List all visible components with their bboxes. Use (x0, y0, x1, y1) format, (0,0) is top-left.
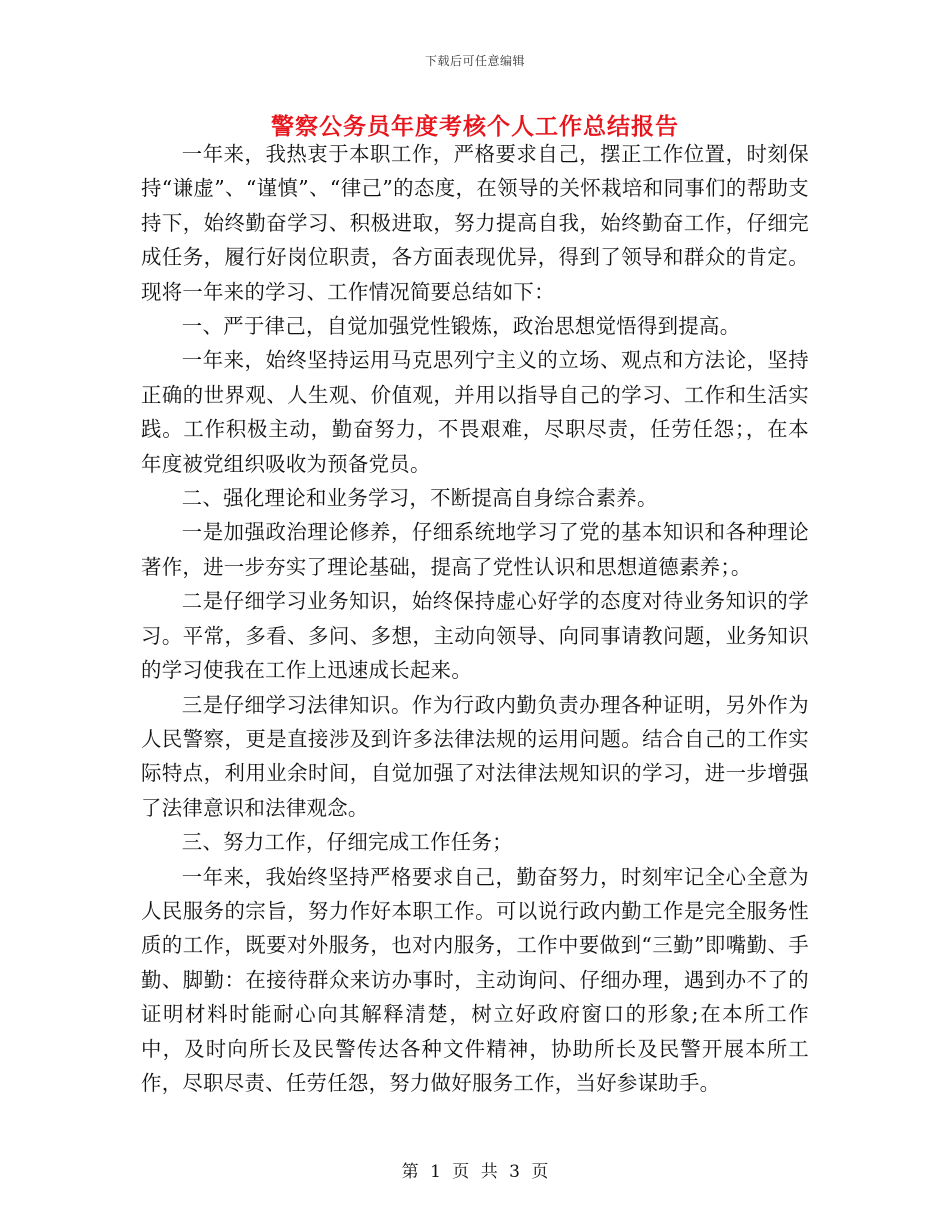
section-heading-2: 二、强化理论和业务学习，不断提高自身综合素养。 (181, 486, 658, 511)
paragraph-section-1: 一年来，始终坚持运用马克思列宁主义的立场、观点和方法论，坚持正确的世界观、人生观、价值观，并用以指导自己的学习、工作和生活实践。工作积极主动，勤奋努力，不畏艰难，尽职尽责，任劳任怨；，在本年度被党组织吸收为预备党员。 (141, 348, 809, 476)
document-body (141, 137, 809, 1100)
document-title: 警察公务员年度考核个人工作总结报告 (271, 113, 679, 140)
paragraph-theory-study: 一是加强政治理论修养，仔细系统地学习了党的基本知识和各种理论著作，进一步夯实了理论基础，提高了党性认识和思想道德素养；。 (141, 520, 809, 579)
paragraph-business-study: 二是仔细学习业务知识，始终保持虚心好学的态度对待业务知识的学习。平常，多看、多问、多想，主动向领导、向同事请教问题，业务知识的学习使我在工作上迅速成长起来。 (141, 589, 809, 683)
page-number: 第 1 页 共 3 页 (401, 1162, 549, 1182)
section-heading-3: 三、努力工作，仔细完成工作任务； (181, 830, 513, 855)
page-header-note: 下载后可任意编辑 (424, 54, 525, 68)
paragraph-law-study: 三是仔细学习法律知识。作为行政内勤负责办理各种证明，另外作为人民警察，更是直接涉及到许多法律法规的运用问题。结合自己的工作实际特点，利用业余时间，自觉加强了对法律法规知识的学习，进一步增强了法律意识和法律观念。 (141, 692, 809, 820)
paragraph-intro: 一年来，我热衷于本职工作，严格要求自己，摆正工作位置，时刻保持“谦虚”、“谨慎”、“律己”的态度，在领导的关怀栽培和同事们的帮助支持下，始终勤奋学习、积极进取，努力提高自我，始终勤奋工作，仔细完成任务，履行好岗位职责，各方面表现优异，得到了领导和群众的肯定。现将一年来的学习、工作情况简要总结如下： (141, 142, 809, 304)
section-heading-1: 一、严于律己，自觉加强党性锻炼，政治思想觉悟得到提高。 (181, 314, 741, 339)
paragraph-section-3: 一年来，我始终坚持严格要求自己，勤奋努力，时刻牢记全心全意为人民服务的宗旨，努力作好本职工作。可以说行政内勤工作是完全服务性质的工作，既要对外服务，也对内服务，工作中要做到“三勤”即嘴勤、手勤、脚勤：在接待群众来访办事时，主动询问、仔细办理，遇到办不了的证明材料时能耐心向其解释清楚，树立好政府窗口的形象;在本所工作中，及时向所长及民警传达各种文件精神，协助所长及民警开展本所工作，尽职尽责、任劳任怨，努力做好服务工作，当好参谋助手。 (141, 864, 809, 1095)
